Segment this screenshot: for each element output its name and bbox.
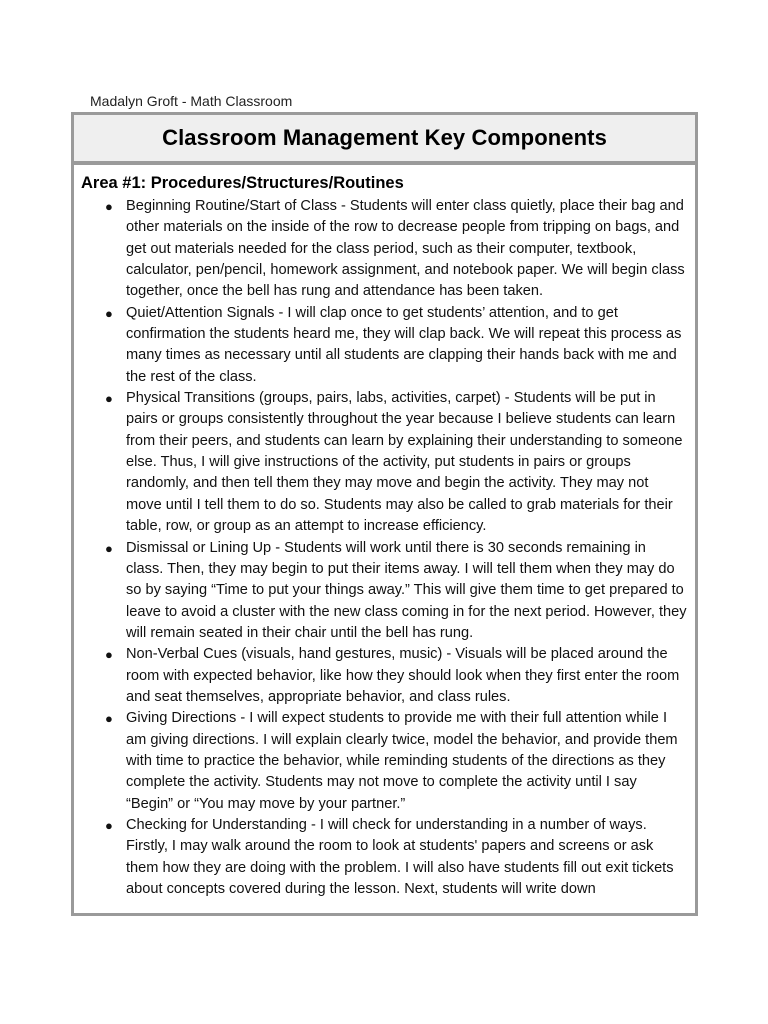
list-item-text: Quiet/Attention Signals - I will clap once to get students’ attention, and to get confirmation the students heard me, they will clap back. We will repeat this process as many times as necessary until all students are clapping their hands back with me and the rest of the class. <box>126 304 682 385</box>
bullet-icon: ● <box>105 391 113 407</box>
components-list <box>81 196 689 900</box>
list-item-text: Giving Directions - I will expect students to provide me with their full attention while I am giving directions. I will explain clearly twice, model the behavior, and provide them with time to practice the behavior, while reminding students of the directions as they complete the activity. Students may not move to complete the activity until I say “Begin” or “You may move by your partner.” <box>126 710 678 812</box>
list-item <box>81 303 689 388</box>
bullet-icon: ● <box>105 647 113 663</box>
list-item <box>81 388 689 537</box>
author-line: Madalyn Groft - Math Classroom <box>90 93 293 109</box>
components-table <box>71 112 698 916</box>
section-heading: Area #1: Procedures/Structures/Routines <box>81 174 404 192</box>
list-item <box>81 196 689 303</box>
list-item-text: Non-Verbal Cues (visuals, hand gestures, music) - Visuals will be placed around the room with expected behavior, like how they should look when they first enter the room and seat themselves, appropriate behavior, and class rules. <box>126 646 680 705</box>
page-title: Classroom Management Key Components <box>162 125 607 150</box>
list-item <box>81 538 689 645</box>
body-cell <box>74 165 695 900</box>
list-item-text: Beginning Routine/Start of Class - Students will enter class quietly, place their bag and other materials on the inside of the row to decrease people from tripping on bags, and get out materials needed for the class period, such as their computer, textbook, calculator, pen/pencil, homework assignment, and notebook paper. We will begin class together, once the bell has rung and attendance has been taken. <box>126 198 685 300</box>
list-item <box>81 708 689 815</box>
list-item-text: Checking for Understanding - I will check for understanding in a number of ways. Firstly, I may walk around the room to look at students' papers and screens or ask them how they are doing with the problem. I will also have students fill out exit tickets about concepts covered during the lesson. Next, students will write down <box>126 816 674 897</box>
list-item-text: Dismissal or Lining Up - Students will work until there is 30 seconds remaining in class. Then, they may begin to put their items away. I will tell them when they may do so by saying “Time to put your things away.” This will give them time to get prepared to leave to avoid a cluster with the new class coming in for the next period. However, they will remain seated in their chair until the bell has rung. <box>126 539 687 641</box>
bullet-icon: ● <box>105 199 113 214</box>
bullet-icon: ● <box>105 305 113 321</box>
list-item-text: Physical Transitions (groups, pairs, labs, activities, carpet) - Students will be put in pairs or groups consistently throughout the year because I believe students can learn from their peers, and students can learn by explaining their understanding to someone else. Thus, I will give instructions of the activity, put students in pairs or groups randomly, and then tell them they may move and begin the activity. They may not move until I tell them to do so. Students may also be called to grab materials for their table, row, or group as an attempt to increase efficiency. <box>126 390 683 535</box>
bullet-icon: ● <box>105 711 113 727</box>
bullet-icon: ● <box>105 817 113 833</box>
list-item <box>81 815 689 900</box>
title-cell <box>74 115 695 165</box>
list-item <box>81 644 689 708</box>
bullet-icon: ● <box>105 540 113 556</box>
